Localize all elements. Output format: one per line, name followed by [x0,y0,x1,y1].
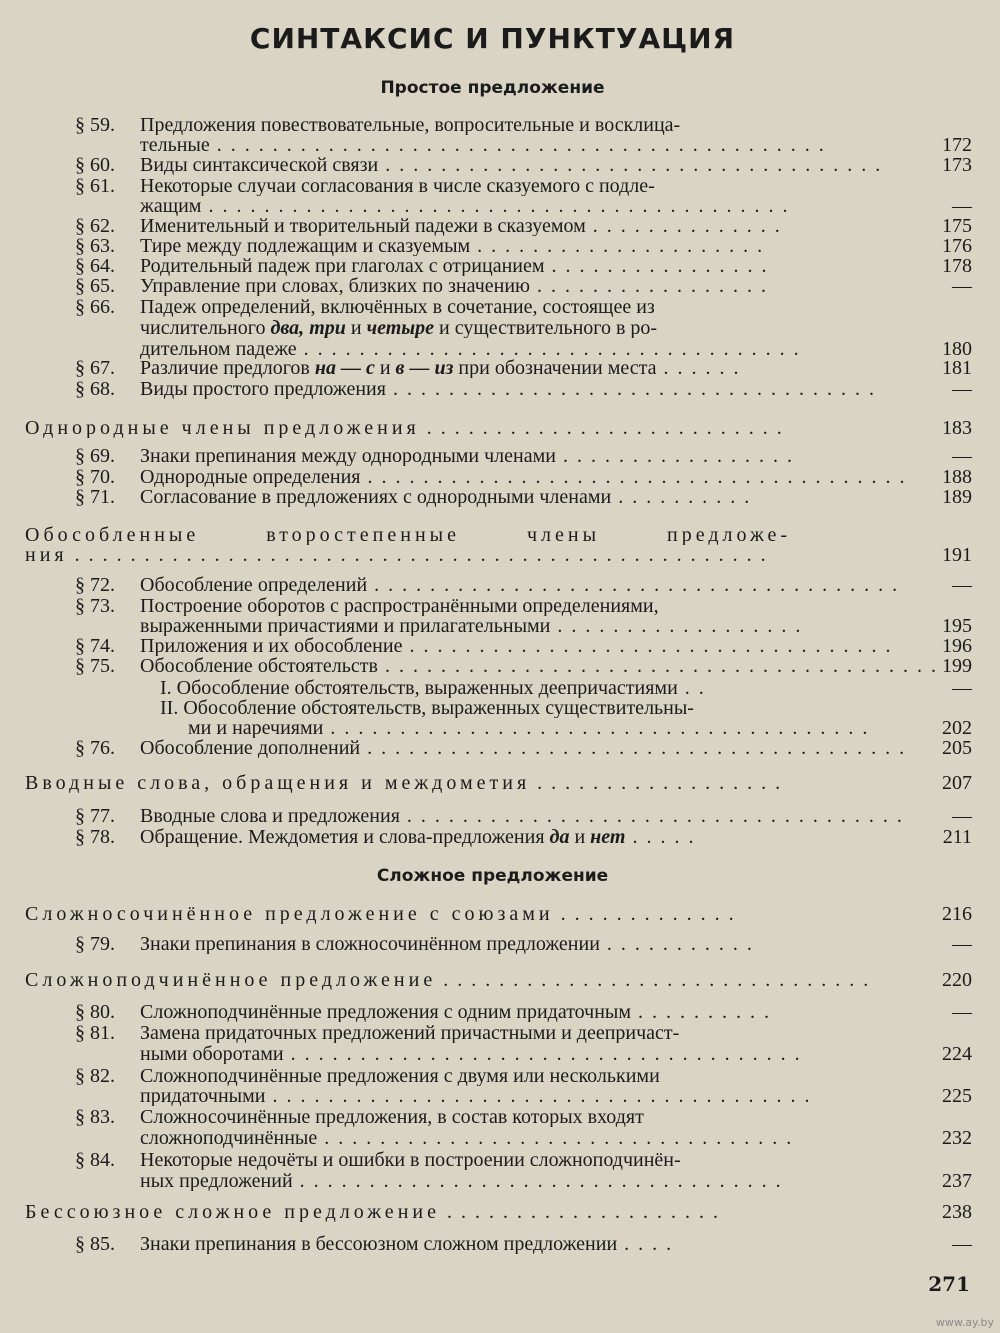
entry-page: — [952,378,972,400]
toc-entry [0,1066,1000,1086]
toc-entry [0,575,1000,595]
entry-title: сложноподчинённые . . . . . . . . . . . . . . . . . . . . . . . . . . . . . . . . . . [140,1128,794,1148]
entry-page: 202 [942,717,972,739]
entry-number: § 64. [75,255,115,277]
entry-number: § 76. [75,737,115,759]
section-title: Однородные члены предложения . . . . . . . . . . . . . . . . . . . . . . . . . . [25,418,784,438]
entry-number: § 81. [75,1022,115,1044]
entry-title: Сложноподчинённые предложения с одним придаточным . . . . . . . . . . [140,1002,772,1022]
toc-entry [0,155,1000,175]
entry-title: жащим . . . . . . . . . . . . . . . . . . . . . . . . . . . . . . . . . . . . . . . . . . [140,196,790,216]
entry-page: 173 [942,154,972,176]
entry-page: 180 [942,338,972,360]
section-title: ния . . . . . . . . . . . . . . . . . . . . . . . . . . . . . . . . . . . . . . . . . . . . . . . . . . [25,545,768,565]
toc-entry-continuation [0,1044,1000,1064]
toc-entry [0,806,1000,826]
toc-entry [0,236,1000,256]
entry-number: § 77. [75,805,115,827]
toc-entry-continuation [0,1171,1000,1191]
entry-page: 196 [942,635,972,657]
toc-entry [0,1002,1000,1022]
entry-title: Обращение. Междометия и слова-предложения да и нет . . . . . [140,827,696,847]
entry-page: 224 [942,1043,972,1065]
toc-section [0,525,1000,545]
entry-page: — [952,195,972,217]
entry-number: § 80. [75,1001,115,1023]
entry-title: числительного два, три и четыре и существительного в ро- [140,318,658,338]
entry-page: 220 [942,969,972,991]
entry-title: ми и наречиями . . . . . . . . . . . . . . . . . . . . . . . . . . . . . . . . . . . . . . . [188,718,870,738]
entry-page: — [952,445,972,467]
entry-number: § 69. [75,445,115,467]
toc-entry-continuation [0,1086,1000,1106]
entry-title: Именительный и творительный падежи в сказуемом . . . . . . . . . . . . . . [140,216,782,236]
entry-title: Виды простого предложения . . . . . . . . . . . . . . . . . . . . . . . . . . . . . . . . . . . [140,379,876,399]
entry-page: — [952,805,972,827]
entry-title: Обособление обстоятельств . . . . . . . . . . . . . . . . . . . . . . . . . . . . . . . . . . . . . . . . [140,656,938,676]
entry-page: 205 [942,737,972,759]
entry-title: Некоторые недочёты и ошибки в построении сложноподчинён- [140,1150,681,1170]
entry-title: Сложносочинённые предложения, в состав которых входят [140,1107,644,1127]
entry-title: Родительный падеж при глаголах с отрицанием . . . . . . . . . . . . . . . . [140,256,769,276]
entry-title: Построение оборотов с распространёнными определениями, [140,596,659,616]
entry-page: 189 [942,486,972,508]
toc-entry [0,379,1000,399]
toc-entry [0,467,1000,487]
entry-page: — [952,275,972,297]
toc-entry-continuation [0,339,1000,359]
entry-title: Обособление дополнений . . . . . . . . . . . . . . . . . . . . . . . . . . . . . . . . . . . . . . . [140,738,907,758]
section-title: Вводные слова, обращения и междометия . . . . . . . . . . . . . . . . . . [25,773,783,793]
italic-term: да [549,827,570,847]
italic-term: на — с [314,358,375,378]
section-title: Сложносочинённое предложение с союзами . . . . . . . . . . . . . [25,904,736,924]
toc-entry [0,596,1000,616]
entry-page: 211 [942,826,972,848]
italic-term: четыре [366,318,434,338]
entry-page: 199 [942,655,972,677]
toc-entry [0,216,1000,236]
section-title: Сложноподчинённое предложение . . . . . . . . . . . . . . . . . . . . . . . . . . . . . . . [25,970,871,990]
entry-title: дительном падеже . . . . . . . . . . . . . . . . . . . . . . . . . . . . . . . . . . . . [140,339,801,359]
entry-page: 176 [942,235,972,257]
entry-title: ными оборотами . . . . . . . . . . . . . . . . . . . . . . . . . . . . . . . . . . . . . [140,1044,802,1064]
toc-section [0,1202,1000,1222]
entry-number: § 65. [75,275,115,297]
toc-entry [0,656,1000,676]
entry-number: § 74. [75,635,115,657]
entry-title: ных предложений . . . . . . . . . . . . . . . . . . . . . . . . . . . . . . . . . . . [140,1171,783,1191]
section-title: Обособленные второстепенные члены предложе- [25,525,792,545]
entry-title: Предложения повествовательные, вопросительные и восклица- [140,115,681,135]
toc-section [0,418,1000,438]
entry-title: Знаки препинания между однородными членами . . . . . . . . . . . . . . . . . [140,446,794,466]
toc-entry [0,297,1000,317]
entry-title: Знаки препинания в бессоюзном сложном предложении . . . . [140,1234,674,1254]
entry-title: Сложноподчинённые предложения с двумя или несколькими [140,1066,660,1086]
entry-page: 178 [942,255,972,277]
entry-number: § 84. [75,1149,115,1171]
toc-section [0,773,1000,793]
toc-entry [0,934,1000,954]
toc-entry [0,276,1000,296]
toc-entry [0,827,1000,847]
entry-title: Обособление определений . . . . . . . . . . . . . . . . . . . . . . . . . . . . . . . . . . . . . . [140,575,900,595]
entry-title: Однородные определения . . . . . . . . . . . . . . . . . . . . . . . . . . . . . . . . . . . . . . . [140,467,907,487]
entry-number: § 78. [75,826,115,848]
entry-page: 188 [942,466,972,488]
toc-subentry [0,698,1000,718]
toc-entry [0,176,1000,196]
entry-number: § 66. [75,296,115,318]
entry-page: 191 [942,544,972,566]
entry-title: Согласование в предложениях с однородными членами . . . . . . . . . . [140,487,752,507]
italic-term: три [309,318,346,338]
toc-entry [0,1107,1000,1127]
toc-section [0,904,1000,924]
entry-title: I. Обособление обстоятельств, выраженных деепричастиями . . [160,678,706,698]
toc-entry [0,636,1000,656]
entry-number: § 61. [75,175,115,197]
entry-page: 232 [942,1127,972,1149]
toc-entry [0,1150,1000,1170]
entry-page: 183 [942,417,972,439]
toc-entry [0,256,1000,276]
entry-page: 207 [942,772,972,794]
entry-title: Знаки препинания в сложносочинённом предложении . . . . . . . . . . . [140,934,754,954]
entry-number: § 73. [75,595,115,617]
toc-section [0,970,1000,990]
entry-page: — [952,677,972,699]
entry-number: § 70. [75,466,115,488]
entry-page: — [952,574,972,596]
entry-title: Различие предлогов на — с и в — из при обозначении места . . . . . . [140,358,741,378]
entry-number: § 68. [75,378,115,400]
toc-entry [0,446,1000,466]
entry-number: § 67. [75,357,115,379]
entry-number: § 63. [75,235,115,257]
page-number: 271 [928,1272,970,1296]
entry-title: придаточными . . . . . . . . . . . . . . . . . . . . . . . . . . . . . . . . . . . . . . . [140,1086,812,1106]
toc-subentry [0,678,1000,698]
entry-title: Тире между подлежащим и сказуемым . . . . . . . . . . . . . . . . . . . . . [140,236,765,256]
entry-title: Приложения и их обособление . . . . . . . . . . . . . . . . . . . . . . . . . . . . . . . . . . . [140,636,893,656]
entry-number: § 60. [75,154,115,176]
entry-page: — [952,1001,972,1023]
entry-number: § 62. [75,215,115,237]
toc-entry-continuation [0,616,1000,636]
entry-page: 195 [942,615,972,637]
entry-title: Виды синтаксической связи . . . . . . . . . . . . . . . . . . . . . . . . . . . . . . . . . . . . [140,155,883,175]
entry-number: § 72. [75,574,115,596]
toc-section-continuation [0,545,1000,565]
entry-number: § 79. [75,933,115,955]
entry-page: 237 [942,1170,972,1192]
subhead-complex-sentence: Сложное предложение [376,866,609,886]
toc-entry [0,1234,1000,1254]
toc-entry-continuation [0,196,1000,216]
toc-entry-continuation [0,318,1000,338]
entry-page: 216 [942,903,972,925]
entry-title: Управление при словах, близких по значению . . . . . . . . . . . . . . . . . [140,276,768,296]
toc-entry [0,738,1000,758]
toc-entry [0,358,1000,378]
entry-title: Падеж определений, включённых в сочетание, состоящее из [140,297,655,317]
entry-title: Некоторые случаи согласования в числе сказуемого с подле- [140,176,655,196]
entry-title: Вводные слова и предложения . . . . . . . . . . . . . . . . . . . . . . . . . . . . . . . . . . . . [140,806,904,826]
entry-number: § 59. [75,114,115,136]
entry-page: 172 [942,134,972,156]
entry-page: 225 [942,1085,972,1107]
entry-number: § 82. [75,1065,115,1087]
entry-page: — [952,1233,972,1255]
entry-page: 238 [942,1201,972,1223]
entry-title: выраженными причастиями и прилагательными . . . . . . . . . . . . . . . . . . [140,616,803,636]
italic-term: нет [590,827,626,847]
subhead-simple-sentence: Простое предложение [380,78,605,98]
entry-title: Замена придаточных предложений причастными и деепричаст- [140,1023,680,1043]
entry-page: — [952,933,972,955]
entry-page: 181 [942,357,972,379]
entry-number: § 71. [75,486,115,508]
toc-entry [0,115,1000,135]
section-title: Бессоюзное сложное предложение . . . . . . . . . . . . . . . . . . . . [25,1202,720,1222]
entry-page: 175 [942,215,972,237]
italic-term: в — из [395,358,454,378]
italic-term: два, [270,318,305,338]
toc-entry [0,487,1000,507]
toc-entry [0,1023,1000,1043]
entry-title: II. Обособление обстоятельств, выраженных существительны- [160,698,694,718]
entry-number: § 75. [75,655,115,677]
entry-number: § 85. [75,1233,115,1255]
entry-number: § 83. [75,1106,115,1128]
watermark: www.ay.by [935,1316,994,1329]
page-title: СИНТАКСИС И ПУНКТУАЦИЯ [249,22,736,55]
toc-subentry-continuation [0,718,1000,738]
toc-entry-continuation [0,1128,1000,1148]
toc-entry-continuation [0,135,1000,155]
entry-title: тельные . . . . . . . . . . . . . . . . . . . . . . . . . . . . . . . . . . . . . . . . . . . . [140,135,826,155]
